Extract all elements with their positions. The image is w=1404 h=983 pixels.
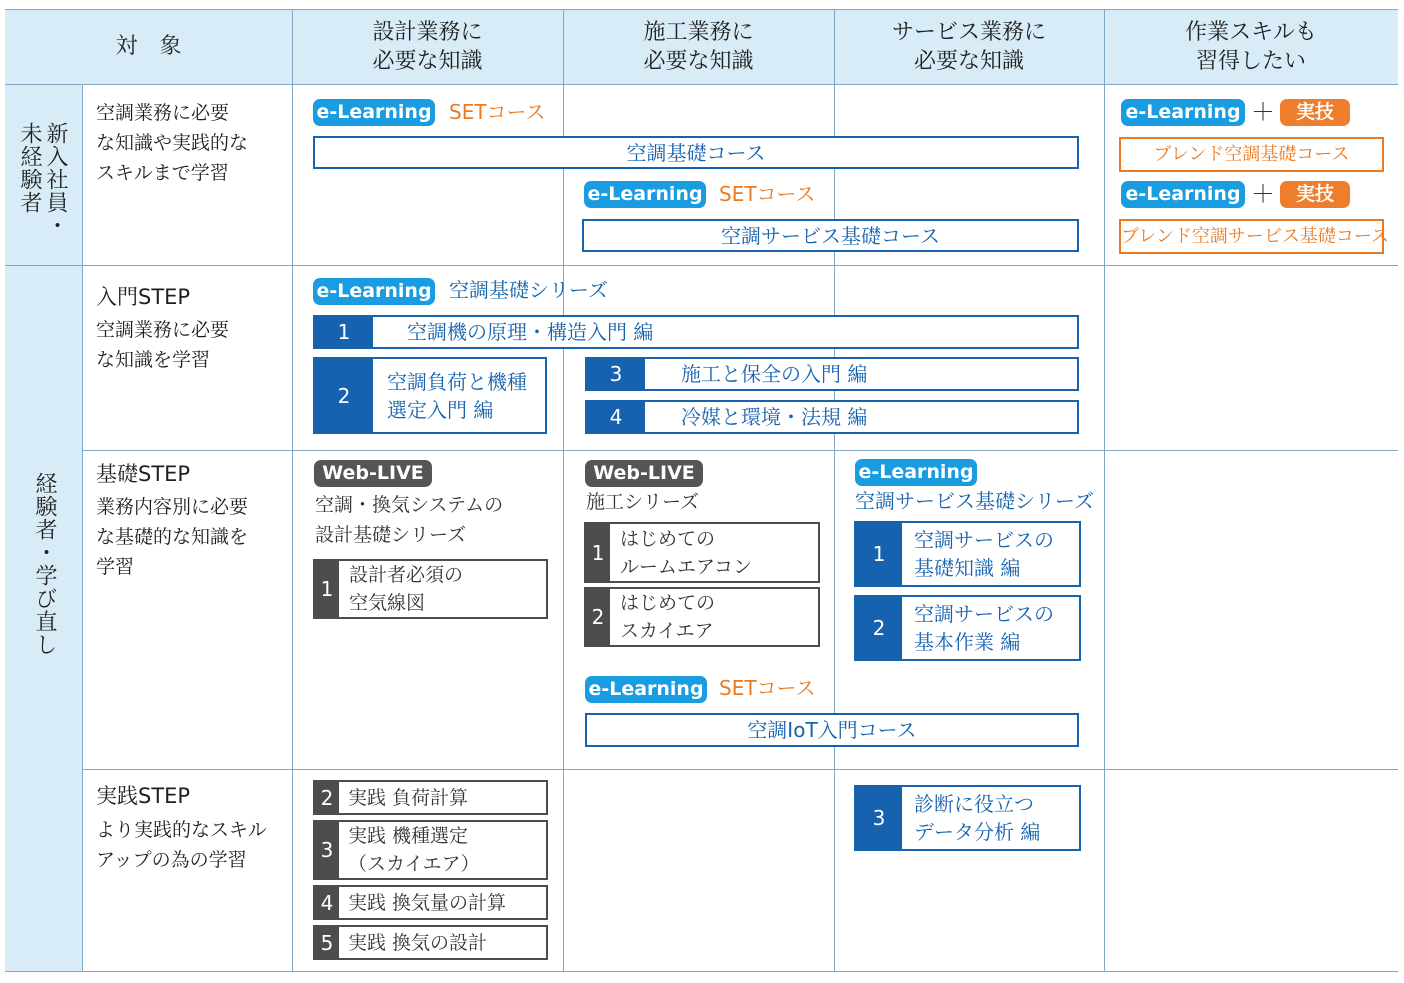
row-title-basic: 基礎STEP: [96, 462, 191, 486]
practice-item-5[interactable]: [313, 925, 548, 960]
group-label-experienced: 経験者・学び直し: [32, 472, 57, 656]
construction-series-title: 施工シリーズ: [586, 491, 700, 513]
intro-series-title: 空調基礎シリーズ: [449, 278, 608, 302]
construction-item-1[interactable]: [584, 522, 820, 583]
header-construction: 施工業務に 必要な知識: [643, 20, 754, 74]
item-label: 空調サービスの 基礎知識 編: [914, 528, 1054, 580]
item-number: 3: [856, 787, 902, 849]
intro-item-2[interactable]: [313, 357, 547, 434]
row-desc-practice: より実践的なスキル アップの為の学習: [96, 819, 267, 871]
web-live-badge: Web-LIVE: [314, 460, 432, 487]
elearning-badge: e-Learning: [1121, 99, 1245, 126]
intro-item-1[interactable]: [313, 315, 1079, 349]
item-number: 2: [856, 597, 902, 659]
item-number: 1: [315, 561, 339, 617]
design-series-title: 空調・換気システムの 設計基礎シリーズ: [315, 494, 504, 546]
elearning-badge: e-Learning: [313, 278, 435, 305]
grid-line: [5, 9, 1398, 10]
course-blend-service[interactable]: ブレンド空調サービス基礎コース: [1119, 219, 1384, 254]
set-course-label: SETコース: [449, 100, 546, 124]
item-label: 施工と保全の入門 編: [681, 362, 868, 386]
item-label: 空調サービスの 基本作業 編: [914, 602, 1054, 654]
grid-line: [1104, 9, 1105, 972]
item-number: 2: [315, 359, 373, 432]
item-number: 4: [587, 402, 645, 432]
practice-item-4[interactable]: [313, 885, 548, 920]
plus-icon: ＋: [1251, 180, 1275, 208]
row-title-practice: 実践STEP: [96, 784, 191, 808]
elearning-badge: e-Learning: [585, 676, 707, 703]
item-number: 2: [315, 782, 339, 813]
row-desc-basic: 業務内容別に必要 な基礎的な知識を 学習: [96, 496, 249, 578]
item-number: 2: [586, 589, 610, 645]
design-basic-item-1[interactable]: [313, 559, 548, 619]
item-number: 1: [586, 524, 610, 581]
item-number: 5: [315, 927, 339, 958]
elearning-badge: e-Learning: [855, 459, 977, 486]
grid-line: [82, 450, 1398, 451]
header-skill: 作業スキルも 習得したい: [1185, 20, 1317, 74]
item-label: 空調機の原理・構造入門 編: [407, 320, 654, 344]
header-target: 対 象: [115, 34, 182, 59]
set-course-label: SETコース: [719, 676, 816, 700]
item-number: 4: [315, 887, 339, 918]
elearning-badge: e-Learning: [313, 99, 435, 126]
grid-line: [82, 769, 1398, 770]
item-label: はじめての ルームエアコン: [620, 527, 753, 578]
practice-item-3[interactable]: [313, 820, 548, 880]
item-number: 3: [587, 359, 645, 389]
item-number: 1: [315, 317, 373, 347]
intro-item-3[interactable]: [585, 357, 1079, 391]
item-label: はじめての スカイエア: [620, 592, 716, 642]
service-series-title: 空調サービス基礎シリーズ: [855, 489, 1094, 513]
elearning-badge: e-Learning: [1121, 181, 1245, 208]
item-label: 空調負荷と機種 選定入門 編: [387, 369, 527, 422]
practice-item-2[interactable]: [313, 780, 548, 815]
jitsugi-badge: 実技: [1280, 99, 1350, 126]
intro-item-4[interactable]: [585, 400, 1079, 434]
grid-line: [5, 265, 1398, 266]
item-number: 3: [315, 822, 339, 878]
row-title-intro: 入門STEP: [96, 285, 191, 309]
service-basic-item-1[interactable]: [854, 521, 1081, 587]
grid-line: [292, 9, 293, 972]
course-blend-basic[interactable]: ブレンド空調基礎コース: [1119, 137, 1384, 172]
header-service: サービス業務に 必要な知識: [891, 20, 1046, 74]
item-label: 設計者必須の 空気線図: [349, 564, 464, 614]
item-label: 実践 機種選定 （スカイエア）: [348, 825, 480, 875]
item-label: 診断に役立つ データ分析 編: [914, 792, 1041, 844]
row-desc-intro: 空調業務に必要 な知識を学習: [96, 319, 230, 371]
course-service-basic[interactable]: 空調サービス基礎コース: [582, 219, 1079, 252]
item-label: 実践 負荷計算: [348, 786, 469, 809]
grid-line: [5, 84, 1398, 85]
elearning-badge: e-Learning: [584, 181, 706, 208]
grid-line: [82, 84, 83, 972]
group-label-newcomer: 新入社員・未経験者: [17, 122, 68, 237]
item-number: 1: [856, 523, 902, 585]
course-iot[interactable]: 空調IoT入門コース: [585, 713, 1079, 747]
item-label: 実践 換気の設計: [348, 931, 488, 954]
item-label: 冷媒と環境・法規 編: [681, 405, 868, 429]
service-basic-item-2[interactable]: [854, 595, 1081, 661]
grid-line: [5, 971, 1398, 972]
set-course-label: SETコース: [719, 182, 816, 206]
plus-icon: ＋: [1251, 98, 1275, 126]
service-practice-item-3[interactable]: [854, 785, 1081, 851]
jitsugi-badge: 実技: [1280, 181, 1350, 208]
web-live-badge: Web-LIVE: [585, 460, 703, 487]
construction-item-2[interactable]: [584, 587, 820, 647]
header-design: 設計業務に 必要な知識: [372, 20, 483, 74]
row-desc-newcomer: 空調業務に必要 な知識や実践的な スキルまで学習: [96, 102, 249, 184]
item-label: 実践 換気量の計算: [348, 891, 507, 914]
course-basic[interactable]: 空調基礎コース: [313, 136, 1079, 169]
